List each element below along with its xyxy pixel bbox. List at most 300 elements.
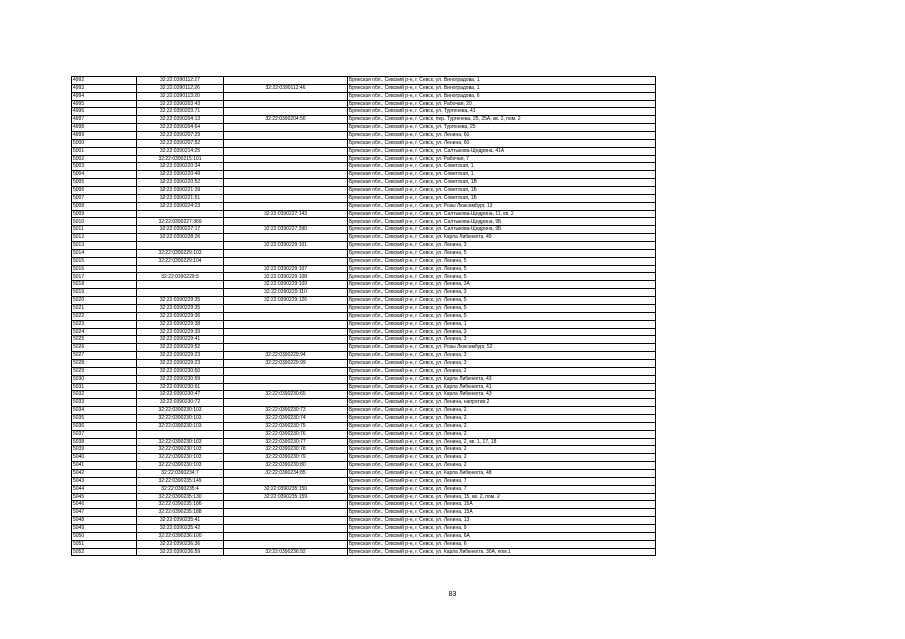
land-cadastral-number-cell: 32:22:0390113:20 [137, 92, 224, 100]
row-number-cell: 5025 [72, 336, 137, 344]
row-number-cell: 4995 [72, 100, 137, 108]
table-row [72, 100, 656, 108]
table-row [72, 414, 656, 422]
table-row [72, 234, 656, 242]
land-cadastral-number-cell: 32:22:0390214:25 [137, 147, 224, 155]
row-number-cell: 5038 [72, 438, 137, 446]
address-cell: Брянская обл., Севский р-н, г. Севск, пер. Тургенева, 25, 25А, кв. 2, пом. 2 [348, 116, 656, 124]
address-cell: Брянская обл., Севский р-н, г. Севск, ул. Ленина, 3 [348, 352, 656, 360]
address-cell: Брянская обл., Севский р-н, г. Севск, ул. Ленина, 15, кв. 2, пом. 2 [348, 493, 656, 501]
land-cadastral-number-cell: 32:22:0390230:50 [137, 367, 224, 375]
building-cadastral-number-cell [224, 179, 348, 187]
table-row [72, 320, 656, 328]
table-row [72, 116, 656, 124]
building-cadastral-number-cell: 32:22:0390235:159 [224, 493, 348, 501]
building-cadastral-number-cell [224, 477, 348, 485]
building-cadastral-number-cell [224, 108, 348, 116]
row-number-cell: 4998 [72, 124, 137, 132]
land-cadastral-number-cell: 32:22:0390230:72 [137, 399, 224, 407]
address-cell: Брянская обл., Севский р-н, г. Севск, ул. Советская, 1 [348, 171, 656, 179]
land-cadastral-number-cell: 32:22:0390230:103 [137, 446, 224, 454]
land-cadastral-number-cell: 32:22:0390229:23 [137, 359, 224, 367]
address-cell: Брянская обл., Севский р-н, г. Севск, ул. Ленина, 2 [348, 462, 656, 470]
address-cell: Брянская обл., Севский р-н, г. Севск, ул. Ленина, 3А [348, 281, 656, 289]
land-cadastral-number-cell: 32:22:0390221:39 [137, 187, 224, 195]
address-cell: Брянская обл., Севский р-н, г. Севск, ул. Ленина, 6А [348, 532, 656, 540]
building-cadastral-number-cell [224, 218, 348, 226]
table-row [72, 477, 656, 485]
building-cadastral-number-cell: 32:22:0390229:110 [224, 289, 348, 297]
table-row [72, 336, 656, 344]
land-cadastral-number-cell: 32:22:0390229:41 [137, 336, 224, 344]
building-cadastral-number-cell [224, 194, 348, 202]
address-cell: Брянская обл., Севский р-н, г. Севск, ул. Ленина, 3 [348, 289, 656, 297]
row-number-cell: 5023 [72, 320, 137, 328]
row-number-cell: 5013 [72, 242, 137, 250]
row-number-cell: 5019 [72, 289, 137, 297]
building-cadastral-number-cell: 32:22:0390229:108 [224, 273, 348, 281]
row-number-cell: 5040 [72, 454, 137, 462]
building-cadastral-number-cell [224, 312, 348, 320]
building-cadastral-number-cell [224, 171, 348, 179]
land-cadastral-number-cell [137, 289, 224, 297]
land-cadastral-number-cell: 32:22:0390230:103 [137, 454, 224, 462]
address-cell: Брянская обл., Севский р-н, г. Севск, ул. Ленина, 7 [348, 477, 656, 485]
row-number-cell: 5028 [72, 359, 137, 367]
address-cell: Брянская обл., Севский р-н, г. Севск, ул. Советская, 1В [348, 179, 656, 187]
row-number-cell: 5039 [72, 446, 137, 454]
address-cell: Брянская обл., Севский р-н, г. Севск, ул. Советская, 1Б [348, 194, 656, 202]
land-cadastral-number-cell: 32:22:0390215:101 [137, 155, 224, 163]
row-number-cell: 5022 [72, 312, 137, 320]
building-cadastral-number-cell [224, 344, 348, 352]
land-cadastral-number-cell: 32:22:0390230:103 [137, 462, 224, 470]
table-row [72, 92, 656, 100]
row-number-cell: 5018 [72, 281, 137, 289]
address-cell: Брянская обл., Севский р-н, г. Севск, ул. Советская, 1 [348, 163, 656, 171]
address-cell: Брянская обл., Севский р-н, г. Севск, ул. Ленина, 5 [348, 265, 656, 273]
building-cadastral-number-cell [224, 139, 348, 147]
table-row [72, 226, 656, 234]
building-cadastral-number-cell: 32:22:0390112:46 [224, 84, 348, 92]
row-number-cell: 5024 [72, 328, 137, 336]
row-number-cell: 5031 [72, 383, 137, 391]
land-cadastral-number-cell: 32:22:0390235:4 [137, 485, 224, 493]
building-cadastral-number-cell: 32:22:0390229:99 [224, 359, 348, 367]
land-cadastral-number-cell: 32:22:0390220:52 [137, 179, 224, 187]
building-cadastral-number-cell: 32:22:0390227:143 [224, 210, 348, 218]
building-cadastral-number-cell [224, 100, 348, 108]
table-row [72, 218, 656, 226]
table-row [72, 304, 656, 312]
address-cell: Брянская обл., Севский р-н, г. Севск, ул. Салтыкова-Щедрина, 9Б [348, 218, 656, 226]
table-row [72, 454, 656, 462]
land-cadastral-number-cell: 32:22:0390220:34 [137, 163, 224, 171]
land-cadastral-number-cell: 32:22:0390228:26 [137, 234, 224, 242]
building-cadastral-number-cell [224, 77, 348, 85]
land-cadastral-number-cell: 32:22:0390204:13 [137, 116, 224, 124]
table-row [72, 422, 656, 430]
table-row [72, 147, 656, 155]
row-number-cell: 5043 [72, 477, 137, 485]
address-cell: Брянская обл., Севский р-н, г. Севск, ул. Салтыкова-Щедрина, 11, кв. 2 [348, 210, 656, 218]
land-cadastral-number-cell: 32:22:0390235:149 [137, 477, 224, 485]
address-cell: Брянская обл., Севский р-н, г. Севск, ул. Ленина, 3 [348, 328, 656, 336]
row-number-cell: 4993 [72, 84, 137, 92]
land-cadastral-number-cell: 32:22:0390235:42 [137, 524, 224, 532]
land-cadastral-number-cell: 32:22:0390229:23 [137, 352, 224, 360]
building-cadastral-number-cell: 32:22:0390230:74 [224, 414, 348, 422]
building-cadastral-number-cell [224, 320, 348, 328]
row-number-cell: 5035 [72, 414, 137, 422]
table-row [72, 163, 656, 171]
land-cadastral-number-cell: 32:22:0390229:39 [137, 328, 224, 336]
land-cadastral-number-cell: 32:22:0390236:59 [137, 548, 224, 556]
land-cadastral-number-cell: 32:22:0390234:7 [137, 469, 224, 477]
row-number-cell: 5052 [72, 548, 137, 556]
row-number-cell: 5026 [72, 344, 137, 352]
table-row [72, 257, 656, 265]
table-row [72, 407, 656, 415]
register-table-body [72, 77, 656, 556]
row-number-cell: 5037 [72, 430, 137, 438]
row-number-cell: 5030 [72, 375, 137, 383]
address-cell: Брянская обл., Севский р-н, г. Севск, ул. Ленина, 1 [348, 320, 656, 328]
address-cell: Брянская обл., Севский р-н, г. Севск, ул. Ленина, 15А [348, 501, 656, 509]
row-number-cell: 5011 [72, 226, 137, 234]
land-cadastral-number-cell: 32:22:0390230:103 [137, 414, 224, 422]
building-cadastral-number-cell: 32:22:0390229:107 [224, 265, 348, 273]
address-cell: Брянская обл., Севский р-н, г. Севск, ул. Карла Либкнехта, 41 [348, 383, 656, 391]
land-cadastral-number-cell: 32:22:0390230:61 [137, 383, 224, 391]
building-cadastral-number-cell [224, 249, 348, 257]
land-cadastral-number-cell: 32:22:0390203:43 [137, 100, 224, 108]
table-row [72, 242, 656, 250]
address-cell: Брянская обл., Севский р-н, г. Севск, ул. Салтыкова-Щедрина, 9Б [348, 226, 656, 234]
address-cell: Брянская обл., Севский р-н, г. Севск, ул. Ленина, 60 [348, 132, 656, 140]
table-row [72, 524, 656, 532]
row-number-cell: 5010 [72, 218, 137, 226]
land-cadastral-number-cell: 32:22:0390224:23 [137, 202, 224, 210]
row-number-cell: 5005 [72, 179, 137, 187]
row-number-cell: 5041 [72, 462, 137, 470]
table-row [72, 249, 656, 257]
building-cadastral-number-cell: 32:22:0390230:80 [224, 462, 348, 470]
address-cell: Брянская обл., Севский р-н, г. Севск, ул. Розы Люксембург, 13 [348, 202, 656, 210]
table-row [72, 312, 656, 320]
building-cadastral-number-cell: 32:22:0390229:126 [224, 297, 348, 305]
row-number-cell: 4999 [72, 132, 137, 140]
table-row [72, 210, 656, 218]
row-number-cell: 4992 [72, 77, 137, 85]
table-row [72, 462, 656, 470]
land-cadastral-number-cell [137, 430, 224, 438]
table-row [72, 328, 656, 336]
table-row [72, 155, 656, 163]
address-cell: Брянская обл., Севский р-н, г. Севск, ул. Ленина, 3 [348, 242, 656, 250]
building-cadastral-number-cell [224, 92, 348, 100]
land-cadastral-number-cell: 32:22:0390204:64 [137, 124, 224, 132]
address-cell: Брянская обл., Севский р-н, г. Севск, ул. Ленина, 13 [348, 517, 656, 525]
land-cadastral-number-cell: 32:22:0390207:29 [137, 132, 224, 140]
address-cell: Брянская обл., Севский р-н, г. Севск, ул. Ленина, 3 [348, 336, 656, 344]
land-cadastral-number-cell: 32:22:0390230:47 [137, 391, 224, 399]
table-row [72, 124, 656, 132]
building-cadastral-number-cell [224, 187, 348, 195]
table-row [72, 383, 656, 391]
building-cadastral-number-cell: 32:22:0390230:79 [224, 454, 348, 462]
land-cadastral-number-cell: 32:22:0390229:38 [137, 320, 224, 328]
row-number-cell: 5004 [72, 171, 137, 179]
row-number-cell: 5051 [72, 540, 137, 548]
address-cell: Брянская обл., Севский р-н, г. Севск, ул. Ленина, 5 [348, 257, 656, 265]
building-cadastral-number-cell [224, 501, 348, 509]
row-number-cell: 5050 [72, 532, 137, 540]
table-row [72, 430, 656, 438]
land-cadastral-number-cell: 32:22:0390230:103 [137, 438, 224, 446]
row-number-cell: 5014 [72, 249, 137, 257]
table-row [72, 532, 656, 540]
table-row [72, 273, 656, 281]
address-cell: Брянская обл., Севский р-н, г. Севск, ул. Карла Либкнехта, 43 [348, 391, 656, 399]
register-table [71, 76, 656, 556]
building-cadastral-number-cell [224, 532, 348, 540]
address-cell: Брянская обл., Севский р-н, г. Севск, ул. Ленина, 3 [348, 359, 656, 367]
row-number-cell: 5027 [72, 352, 137, 360]
building-cadastral-number-cell: 32:22:0390229:109 [224, 281, 348, 289]
address-cell: Брянская обл., Севский р-н, г. Севск, ул. Карла Либкнехта, 43 [348, 375, 656, 383]
building-cadastral-number-cell [224, 517, 348, 525]
address-cell: Брянская обл., Севский р-н, г. Севск, ул. Рабочая, 20 [348, 100, 656, 108]
row-number-cell: 5007 [72, 194, 137, 202]
building-cadastral-number-cell [224, 336, 348, 344]
row-number-cell: 5017 [72, 273, 137, 281]
building-cadastral-number-cell [224, 367, 348, 375]
address-cell: Брянская обл., Севский р-н, г. Севск, ул. Карла Либкнехта, 30А, пом.1 [348, 548, 656, 556]
building-cadastral-number-cell: 32:22:0390235:150 [224, 485, 348, 493]
table-row [72, 375, 656, 383]
building-cadastral-number-cell: 32:22:0390230:77 [224, 438, 348, 446]
land-cadastral-number-cell [137, 281, 224, 289]
table-row [72, 399, 656, 407]
address-cell: Брянская обл., Севский р-н, г. Севск, ул. Ленина, 15А [348, 509, 656, 517]
row-number-cell: 5006 [72, 187, 137, 195]
table-row [72, 139, 656, 147]
row-number-cell: 5003 [72, 163, 137, 171]
row-number-cell: 5042 [72, 469, 137, 477]
table-row [72, 281, 656, 289]
land-cadastral-number-cell: 32:22:0390230:103 [137, 407, 224, 415]
address-cell: Брянская обл., Севский р-н, г. Севск, ул. Ленина, 2 [348, 367, 656, 375]
address-cell: Брянская обл., Севский р-н, г. Севск, ул. Ленина, 2, кв. 1, 17, 18 [348, 438, 656, 446]
address-cell: Брянская обл., Севский р-н, г. Севск, ул. Ленина, 2 [348, 422, 656, 430]
land-cadastral-number-cell: 32:22:0390235:186 [137, 501, 224, 509]
land-cadastral-number-cell [137, 242, 224, 250]
building-cadastral-number-cell [224, 202, 348, 210]
building-cadastral-number-cell: 32:22:0390230:76 [224, 430, 348, 438]
building-cadastral-number-cell: 32:22:0390230:65 [224, 391, 348, 399]
table-row [72, 171, 656, 179]
row-number-cell: 5012 [72, 234, 137, 242]
address-cell: Брянская обл., Севский р-н, г. Севск, ул. Тургенева, 41 [348, 108, 656, 116]
land-cadastral-number-cell: 32:22:0390203:71 [137, 108, 224, 116]
address-cell: Брянская обл., Севский р-н, г. Севск, ул. Ленина, 5 [348, 249, 656, 257]
building-cadastral-number-cell [224, 124, 348, 132]
building-cadastral-number-cell [224, 375, 348, 383]
table-row [72, 446, 656, 454]
address-cell: Брянская обл., Севский р-н, г. Севск, ул. Ленина, 60 [348, 139, 656, 147]
address-cell: Брянская обл., Севский р-н, г. Севск, ул. Салтыкова-Щедрина, 41А [348, 147, 656, 155]
table-row [72, 540, 656, 548]
row-number-cell: 5020 [72, 297, 137, 305]
building-cadastral-number-cell: 32:22:0390234:85 [224, 469, 348, 477]
row-number-cell: 5001 [72, 147, 137, 155]
land-cadastral-number-cell: 32:22:0390229:35 [137, 297, 224, 305]
address-cell: Брянская обл., Севский р-н, г. Севск, ул. Ленина, 2 [348, 454, 656, 462]
land-cadastral-number-cell: 32:22:0390229:103 [137, 249, 224, 257]
table-row [72, 548, 656, 556]
table-row [72, 359, 656, 367]
address-cell: Брянская обл., Севский р-н, г. Севск, ул. Ленина, 5 [348, 304, 656, 312]
address-cell: Брянская обл., Севский р-н, г. Севск, ул. Ленина, 5 [348, 273, 656, 281]
building-cadastral-number-cell: 32:22:0390204:56 [224, 116, 348, 124]
land-cadastral-number-cell: 32:22:0390221:51 [137, 194, 224, 202]
table-row [72, 493, 656, 501]
address-cell: Брянская обл., Севский р-н, г. Севск, ул. Виноградова, 1 [348, 77, 656, 85]
address-cell: Брянская обл., Севский р-н, г. Севск, ул. Советская, 1Б [348, 187, 656, 195]
address-cell: Брянская обл., Севский р-н, г. Севск, ул. Ленина, напротив 2 [348, 399, 656, 407]
building-cadastral-number-cell [224, 155, 348, 163]
land-cadastral-number-cell: 32:22:0390230:59 [137, 375, 224, 383]
land-cadastral-number-cell: 32:22:0390236:36 [137, 540, 224, 548]
row-number-cell: 5048 [72, 517, 137, 525]
table-row [72, 469, 656, 477]
table-row [72, 352, 656, 360]
row-number-cell: 5002 [72, 155, 137, 163]
land-cadastral-number-cell: 32:22:0390229:36 [137, 312, 224, 320]
land-cadastral-number-cell: 32:22:0390220:49 [137, 171, 224, 179]
row-number-cell: 5047 [72, 509, 137, 517]
table-row [72, 438, 656, 446]
building-cadastral-number-cell [224, 399, 348, 407]
building-cadastral-number-cell [224, 132, 348, 140]
address-cell: Брянская обл., Севский р-н, г. Севск, ул. Ленина, 2 [348, 446, 656, 454]
building-cadastral-number-cell [224, 163, 348, 171]
table-row [72, 179, 656, 187]
table-row [72, 485, 656, 493]
building-cadastral-number-cell [224, 304, 348, 312]
building-cadastral-number-cell [224, 383, 348, 391]
row-number-cell: 5049 [72, 524, 137, 532]
land-cadastral-number-cell: 32:22:0390112:26 [137, 84, 224, 92]
address-cell: Брянская обл., Севский р-н, г. Севск, ул. Ленина, 6 [348, 540, 656, 548]
land-cadastral-number-cell: 32:22:0390235:130 [137, 493, 224, 501]
address-cell: Брянская обл., Севский р-н, г. Севск, ул. Карла Либкнехта, 48 [348, 469, 656, 477]
land-cadastral-number-cell: 32:22:0390229:104 [137, 257, 224, 265]
land-cadastral-number-cell: 32:22:0390229:5 [137, 273, 224, 281]
land-cadastral-number-cell: 32:22:0390207:52 [137, 139, 224, 147]
land-cadastral-number-cell: 32:22:0390235:188 [137, 509, 224, 517]
land-cadastral-number-cell: 32:22:0390235:41 [137, 517, 224, 525]
building-cadastral-number-cell [224, 540, 348, 548]
table-row [72, 202, 656, 210]
table-row [72, 517, 656, 525]
land-cadastral-number-cell [137, 210, 224, 218]
land-cadastral-number-cell: 32:22:0390227:369 [137, 218, 224, 226]
building-cadastral-number-cell: 32:22:0390229:101 [224, 242, 348, 250]
land-cadastral-number-cell: 32:22:0390229:52 [137, 344, 224, 352]
address-cell: Брянская обл., Севский р-н, г. Севск, ул. Ленина, 7 [348, 485, 656, 493]
table-row [72, 265, 656, 273]
building-cadastral-number-cell: 32:22:0390230:78 [224, 446, 348, 454]
address-cell: Брянская обл., Севский р-н, г. Севск, ул. Ленина, 5 [348, 312, 656, 320]
address-cell: Брянская обл., Севский р-н, г. Севск, ул. Карла Либкнехта, 49 [348, 234, 656, 242]
building-cadastral-number-cell: 32:22:0390230:73 [224, 407, 348, 415]
row-number-cell: 4994 [72, 92, 137, 100]
row-number-cell: 5000 [72, 139, 137, 147]
land-cadastral-number-cell [137, 265, 224, 273]
table-row [72, 187, 656, 195]
building-cadastral-number-cell [224, 524, 348, 532]
address-cell: Брянская обл., Севский р-н, г. Севск, ул. Ленина, 2 [348, 407, 656, 415]
table-row [72, 344, 656, 352]
row-number-cell: 5044 [72, 485, 137, 493]
building-cadastral-number-cell [224, 328, 348, 336]
table-row [72, 297, 656, 305]
row-number-cell: 5046 [72, 501, 137, 509]
row-number-cell: 5015 [72, 257, 137, 265]
building-cadastral-number-cell [224, 509, 348, 517]
land-cadastral-number-cell: 32:22:0390230:103 [137, 422, 224, 430]
row-number-cell: 5034 [72, 407, 137, 415]
row-number-cell: 5009 [72, 210, 137, 218]
land-cadastral-number-cell: 32:22:0390236:100 [137, 532, 224, 540]
land-cadastral-number-cell: 32:22:0390229:35 [137, 304, 224, 312]
address-cell: Брянская обл., Севский р-н, г. Севск, ул. Ленина, 9 [348, 524, 656, 532]
address-cell: Брянская обл., Севский р-н, г. Севск, ул. Виноградова, 1 [348, 84, 656, 92]
address-cell: Брянская обл., Севский р-н, г. Севск, ул. Розы Люксембург, 52 [348, 344, 656, 352]
table-row [72, 84, 656, 92]
page-number: 83 [448, 591, 457, 598]
table-row [72, 289, 656, 297]
row-number-cell: 5036 [72, 422, 137, 430]
building-cadastral-number-cell [224, 257, 348, 265]
table-row [72, 108, 656, 116]
address-cell: Брянская обл., Севский р-н, г. Севск, ул. Ленина, 2 [348, 414, 656, 422]
row-number-cell: 4996 [72, 108, 137, 116]
row-number-cell: 5045 [72, 493, 137, 501]
address-cell: Брянская обл., Севский р-н, г. Севск, ул. Ленина, 2 [348, 430, 656, 438]
table-row [72, 77, 656, 85]
table-row [72, 194, 656, 202]
building-cadastral-number-cell: 32:22:0390230:75 [224, 422, 348, 430]
address-cell: Брянская обл., Севский р-н, г. Севск, ул. Ленина, 5 [348, 297, 656, 305]
row-number-cell: 5033 [72, 399, 137, 407]
address-cell: Брянская обл., Севский р-н, г. Севск, ул. Рабочая, 7 [348, 155, 656, 163]
address-cell: Брянская обл., Севский р-н, г. Севск, ул. Виноградова, 6 [348, 92, 656, 100]
row-number-cell: 5032 [72, 391, 137, 399]
building-cadastral-number-cell [224, 234, 348, 242]
address-cell: Брянская обл., Севский р-н, г. Севск, ул. Тургенева, 25 [348, 124, 656, 132]
building-cadastral-number-cell [224, 147, 348, 155]
row-number-cell: 5008 [72, 202, 137, 210]
land-cadastral-number-cell: 32:22:0390112:27 [137, 77, 224, 85]
table-row [72, 501, 656, 509]
row-number-cell: 4997 [72, 116, 137, 124]
table-row [72, 509, 656, 517]
row-number-cell: 5021 [72, 304, 137, 312]
table-row [72, 132, 656, 140]
